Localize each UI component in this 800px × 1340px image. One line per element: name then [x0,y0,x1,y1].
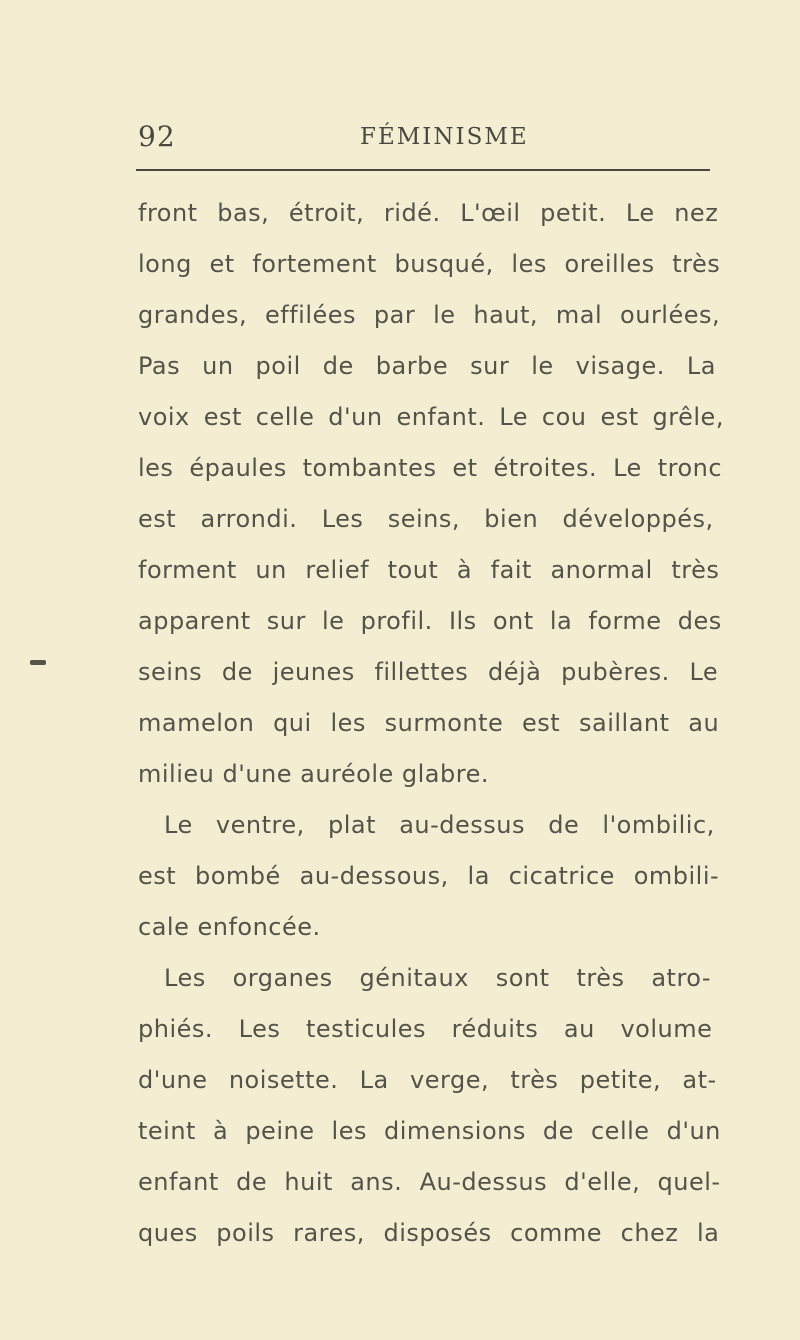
word: enfant [138,1168,219,1196]
word: les [330,709,366,737]
word: un [255,556,287,584]
word: sur [266,607,306,635]
word: petit. [540,199,607,227]
text-line: cale enfoncée. [138,913,321,941]
word: de [322,352,354,380]
word: grandes, [138,301,248,329]
word: très [671,556,720,584]
word: la [549,607,573,635]
text-line [138,596,738,647]
text-line [138,1055,738,1106]
word: ont [492,607,534,635]
word: développés, [562,505,714,533]
word: dimensions [384,1117,526,1145]
word: et [209,250,235,278]
word: surmonte [384,709,504,737]
word: bien [484,505,539,533]
word: les [331,1117,367,1145]
header-rule [136,169,710,171]
word: est [138,505,177,533]
word: organes [232,964,333,992]
text-line [138,290,738,341]
text-line [138,698,738,749]
word: comme [510,1219,603,1247]
word: tombantes [302,454,437,482]
word: poils [216,1219,275,1247]
word: bombé [195,862,281,890]
word: nez [674,199,719,227]
word: fillettes [374,658,469,686]
word: au [563,1015,595,1043]
word: voix [138,403,190,431]
word: mal [555,301,603,329]
word: de [542,1117,574,1145]
word: des [677,607,722,635]
word: L'œil [460,199,521,227]
word: cicatrice [508,862,615,890]
word: celle [255,403,315,431]
word: seins [138,658,203,686]
word: la [467,862,490,890]
word: barbe [375,352,449,380]
word: Au-dessus [419,1168,548,1196]
word: saillant [578,709,670,737]
text-line [138,494,738,545]
word: Le [164,811,193,839]
word: est [138,862,177,890]
word: étroit, [288,199,365,227]
word: épaules [189,454,287,482]
word: à [456,556,473,584]
body-text [138,188,738,1259]
word: La [359,1066,389,1094]
word: phiés. [138,1015,214,1043]
word: fait [490,556,532,584]
word: noisette. [228,1066,339,1094]
word: grêle, [652,403,724,431]
text-line [138,647,738,698]
word: arrondi. [200,505,298,533]
word: forme [588,607,662,635]
word: d'elle, [564,1168,641,1196]
word: par [373,301,416,329]
word: génitaux [359,964,469,992]
word: au-dessus [399,811,525,839]
word: Le [499,403,528,431]
word: La [686,352,716,380]
word: mamelon [138,709,255,737]
word: fortement [252,250,377,278]
word: déjà [487,658,542,686]
word: réduits [451,1015,539,1043]
word: le [322,607,345,635]
word: ventre, [215,811,305,839]
word: relief [305,556,370,584]
word: Le [689,658,719,686]
word: à [213,1117,229,1145]
word: d'une [138,1066,208,1094]
word: peine [245,1117,315,1145]
word: at- [682,1066,717,1094]
word: volume [620,1015,713,1043]
word: ans. [350,1168,403,1196]
word: très [576,964,625,992]
margin-mark [30,660,46,665]
text-line [138,341,738,392]
text-line: milieu d'une auréole glabre. [138,760,489,788]
word: est [203,403,242,431]
word: ridé. [383,199,441,227]
word: disposés [383,1219,492,1247]
word: étroites. [493,454,598,482]
page-number: 92 [138,120,176,153]
word: de [236,1168,268,1196]
word: plat [327,811,376,839]
word: tronc [657,454,723,482]
text-line [138,392,738,443]
word: Le [625,199,655,227]
word: d'un [666,1117,721,1145]
word: anormal [550,556,653,584]
text-line [138,1004,738,1055]
text-line [138,443,738,494]
word: très [672,250,721,278]
text-line [138,800,738,851]
word: la [696,1219,720,1247]
word: est [522,709,561,737]
word: quel- [657,1168,721,1196]
word: Les [164,964,206,992]
word: d'un [328,403,383,431]
word: poil [255,352,301,380]
word: forment [138,556,237,584]
word: jeunes [272,658,355,686]
word: de [548,811,580,839]
text-line [138,545,738,596]
word: chez [620,1219,679,1247]
word: Pas [138,352,181,380]
word: bas, [217,199,270,227]
word: est [600,403,639,431]
word: au-dessous, [299,862,449,890]
word: celle [590,1117,650,1145]
word: tout [387,556,439,584]
word: le [531,352,554,380]
word: qui [273,709,312,737]
word: petite, [579,1066,662,1094]
word: ourlées, [620,301,721,329]
text-line [138,239,738,290]
word: effilées [265,301,357,329]
word: oreilles [564,250,655,278]
word: et [452,454,478,482]
text-line [138,1157,738,1208]
running-title: FÉMINISME [360,124,529,150]
word: ombili- [633,862,720,890]
word: pubères. [561,658,670,686]
word: les [138,454,174,482]
word: sont [495,964,550,992]
word: les [511,250,547,278]
word: enfant. [396,403,486,431]
word: profil. [360,607,433,635]
word: cou [541,403,587,431]
word: au [688,709,720,737]
word: front [138,199,198,227]
word: verge, [410,1066,490,1094]
word: Le [613,454,642,482]
word: Les [238,1015,281,1043]
word: long [138,250,192,278]
word: ques [138,1219,198,1247]
word: Ils [448,607,477,635]
text-line [138,188,738,239]
word: apparent [138,607,251,635]
text-line [138,953,738,1004]
text-line [138,851,738,902]
word: de [221,658,253,686]
word: atro- [651,964,712,992]
word: rares, [293,1219,365,1247]
word: sur [470,352,510,380]
page-header [138,120,738,160]
text-line [138,1208,738,1259]
text-line [138,1106,738,1157]
word: seins, [387,505,460,533]
word: très [510,1066,559,1094]
word: testicules [305,1015,427,1043]
word: Les [321,505,364,533]
word: visage. [575,352,665,380]
word: haut, [473,301,539,329]
word: teint [138,1117,196,1145]
word: busqué, [394,250,494,278]
word: le [433,301,456,329]
word: un [202,352,234,380]
word: huit [284,1168,333,1196]
word: l'ombilic, [602,811,715,839]
